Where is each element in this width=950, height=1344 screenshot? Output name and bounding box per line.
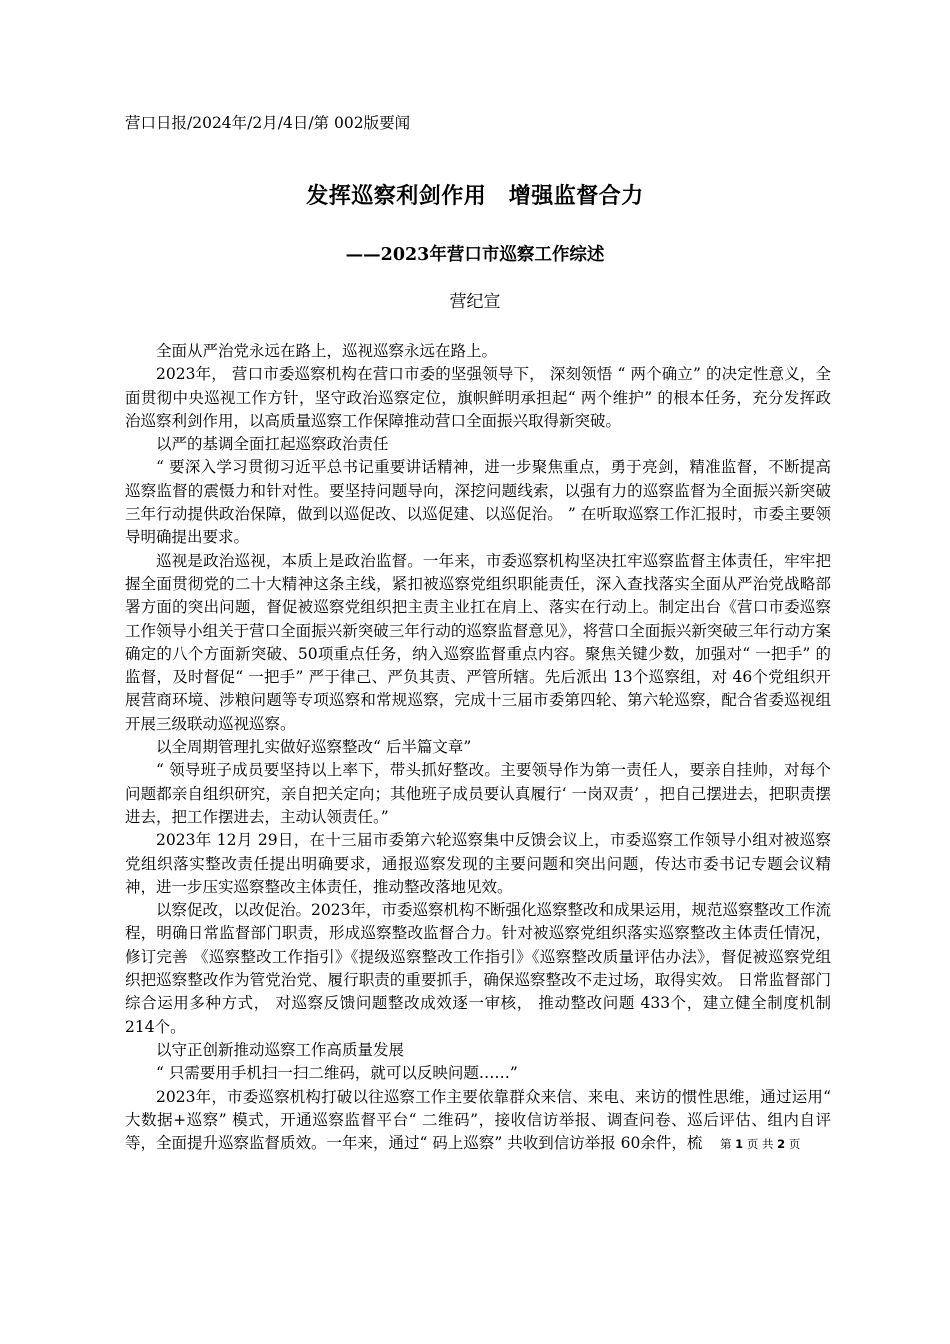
article-subtitle: ——2023年营口市巡察工作综述 <box>345 245 605 265</box>
paragraph: 巡视是政治巡视，本质上是政治监督。一年来，市委巡察机构坚决扛牢巡察监督主体责任，牢牢把握全面贯彻党的二十大精神这条主线，紧扣被巡察党组织职能责任，深入查找落实全面从严治党战略部署方面的突出问题，督促被巡察党组织把主责主业扛在肩上、落实在行动上。制定出台《营口市委巡察工作领导小组关于营口全面振兴新突破三年行动的巡察监督意见》，将营口全面振兴新突破三年行动方案确定的八个方面新突破、50项重点任务，纳入巡察监督重点内容。聚焦关键少数，加强对“ 一把手” 的监督，及时督促“ 一把手” 严于律己、严负其责、严管所辖。先后派出 13个巡察组，对 46个党组织开展营商环境、涉粮问题等专项巡察和常规巡察，完成十三届市委第四轮、第六轮巡察，配合省委巡视组开展三级联动巡视巡察。 <box>125 551 831 733</box>
page-label-mid: 页 共 <box>746 1137 774 1151</box>
article-title: 发挥巡察利剑作用 增强监督合力 <box>306 183 644 209</box>
page-label-prefix: 第 <box>720 1137 732 1151</box>
article-body <box>125 340 831 1155</box>
paragraph: “ 要深入学习贯彻习近平总书记重要讲话精神，进一步聚焦重点，勇于亮剑，精准监督，不断提高巡察监督的震慑力和针对性。要坚持问题导向，深挖问题线索，以强有力的巡察监督为全面振兴新突破三年行动提供政治保障，做到以巡促改、以巡促建、以巡促治。 ” 在听取巡察工作汇报时，市委主要领导明确提出要求。 <box>125 458 831 547</box>
paragraph: “ 只需要用手机扫一扫二维码，就可以反映问题……” <box>156 1064 518 1083</box>
paragraph: 2023年 12月 29日，在十三届市委第六轮巡察集中反馈会议上，市委巡察工作领导小组对被巡察党组织落实整改责任提出明确要求，通报巡察发现的主要问题和突出问题，传达市委书记专题会议精神，进一步压实巡察整改主体责任，推动整改落地见效。 <box>125 831 831 896</box>
newspaper-source-line: 营口日报/2024年/2月/4日/第 002版要闻 <box>125 114 411 132</box>
page-footer <box>720 1136 800 1152</box>
paragraph: 2023年，市委巡察机构打破以往巡察工作主要依靠群众来信、来电、来访的惯性思维，通过运用“ 大数据+巡察” 模式，开通巡察监督平台“ 二维码”，接收信访举报、调查问卷、巡后评估、组内自评等，全面提升巡察监督质效。一年来，通过“ 码上巡察” 共收到信访举报 60余件，梳 <box>125 1087 831 1153</box>
paragraph: 2023年， 营口市委巡察机构在营口市委的坚强领导下， 深刻领悟 “ 两个确立” 的决定性意义，全面贯彻中央巡视工作方针，坚守政治巡察定位，旗帜鲜明承担起“ 两个维护” 的根本任务，充分发挥政治巡察利剑作用，以高质量巡察工作保障推动营口全面振兴取得新突破。 <box>125 365 831 430</box>
page-label-suffix: 页 <box>788 1137 801 1151</box>
total-pages-number: 2 <box>777 1137 786 1151</box>
current-page-number: 1 <box>735 1137 744 1151</box>
paragraph: “ 领导班子成员要坚持以上率下，带头抓好整改。主要领导作为第一责任人，要亲自挂帅，对每个问题都亲自组织研究，亲自把关定向；其他班子成员要认真履行‘ 一岗双责’ ，把自己摆进去，把职责摆进去，把工作摆进去，主动认领责任。” <box>125 761 831 826</box>
section-heading: 以守正创新推动巡察工作高质量发展 <box>156 1040 405 1059</box>
article-author: 营纪宣 <box>449 292 501 312</box>
paragraph: 全面从严治党永远在路上，巡视巡察永远在路上。 <box>156 342 498 360</box>
section-heading: 以全周期管理扎实做好巡察整改“ 后半篇文章” <box>156 738 472 757</box>
paragraph: 以察促改，以改促治。2023年，市委巡察机构不断强化巡察整改和成果运用，规范巡察整改工作流程，明确日常监督部门职责，形成巡察整改监督合力。针对被巡察党组织落实巡察整改主体责任情况， 修订完善 《巡察整改工作指引》《提级巡察整改工作指引》《巡察整改质量评估办法》，督促被巡察党组织把巡察整改作为管党治党、履行职责的重要抓手，确保巡察整改不走过场，取得实效。 日常监督部门综合运用多种方式， 对巡察反馈问题整改成效逐一审核， 推动整改问题 433个，建立健全制度机制 214个。 <box>125 901 831 1036</box>
section-heading: 以严的基调全面扛起巡察政治责任 <box>156 435 389 454</box>
